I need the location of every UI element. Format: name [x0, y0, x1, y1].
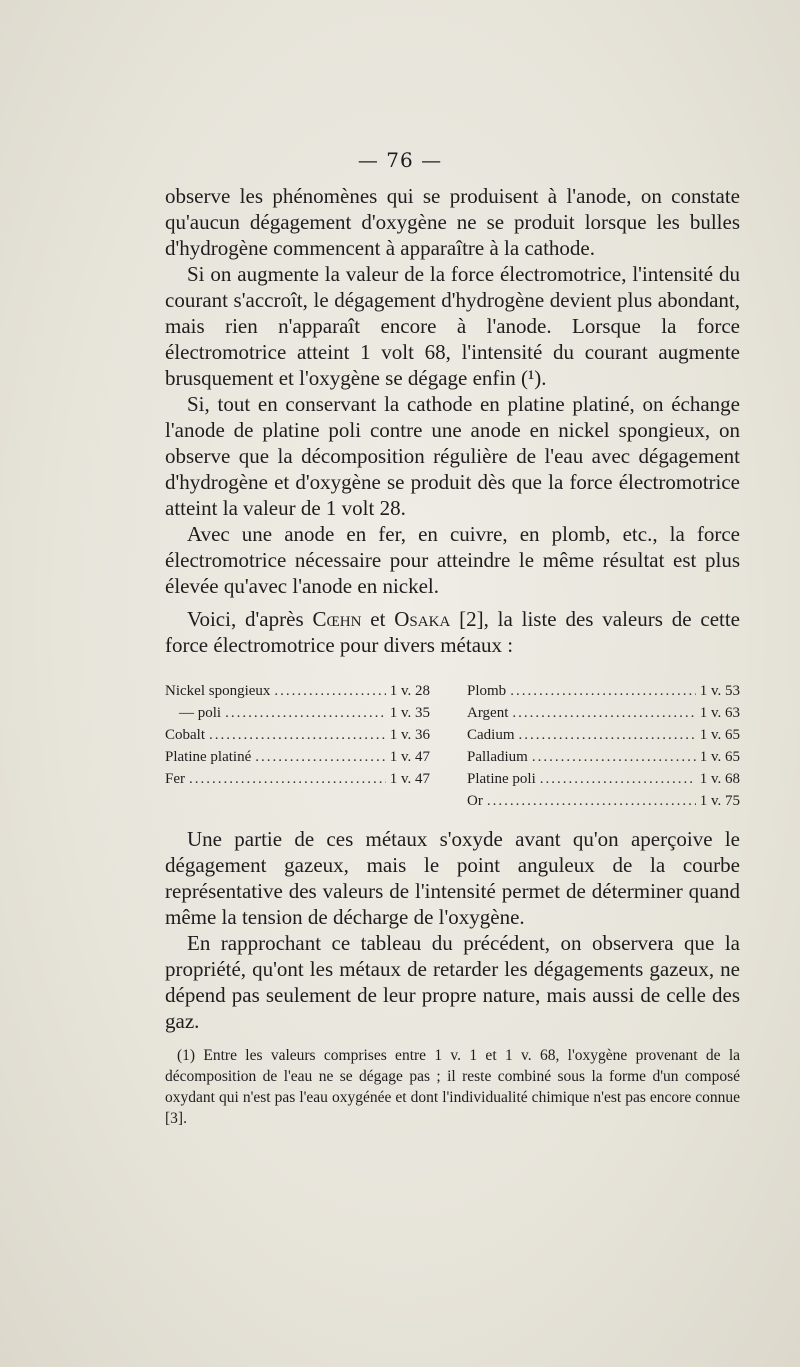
paragraph-force-increase: Si on augmente la valeur de la force électromotrice, l'intensité du courant s'accroît, le dégagement d'hydrogène devient plus abondant, mais rien n'apparaît encore à l'anode. Lorsque la force électromotrice atteint 1 volt 68, l'intensité du courant augmente brusquement et l'oxygène se dégage enfin (¹). — [165, 262, 740, 390]
voltage-value: 1 v. 65 — [699, 727, 740, 743]
dot-leader — [209, 724, 386, 746]
paragraph-other-anodes: Avec une anode en fer, en cuivre, en plomb, etc., la force électromotrice nécessaire pour atteindre le même résultat est plus élevée qu'avec l'anode en nickel. — [165, 522, 740, 598]
paragraph-nickel-anode: Si, tout en conservant la cathode en platine platiné, on échange l'anode de platine poli contre une anode en nickel spongieux, on observe que la décomposition régulière de l'eau avec dégagement d'hydrogène et d'oxygène se produit dès que la force électromotrice atteint la valeur de 1 volt 28. — [165, 392, 740, 520]
table-row — [467, 768, 740, 790]
table-column-left — [165, 680, 430, 790]
author-coehn: Cœhn — [312, 607, 362, 631]
voltage-value: 1 v. 68 — [699, 771, 740, 787]
paragraph-continuation: observe les phénomènes qui se produisent à l'anode, on constate qu'aucun dégagement d'oxygène ne se produit lorsque les bulles d'hydrogène commencent à apparaître à la cathode. — [165, 184, 740, 260]
table-row — [467, 680, 740, 702]
dot-leader — [510, 680, 696, 702]
paragraph-comparison: En rapprochant ce tableau du précédent, on observera que la propriété, qu'ont les métaux de retarder les dégagements gazeux, ne dépend pas seulement de leur propre nature, mais aussi de celle des gaz. — [165, 931, 740, 1033]
text-block-upper — [165, 183, 740, 599]
table-row — [467, 702, 740, 724]
voltage-value: 1 v. 65 — [699, 749, 740, 765]
paragraph-table-intro — [165, 606, 740, 658]
metal-name: Cadium — [467, 727, 515, 743]
paragraph-oxidation: Une partie de ces métaux s'oxyde avant qu'on aperçoive le dégagement gazeux, mais le point anguleux de la courbe représentative des valeurs de l'intensité permet de déterminer quand même la tension de décharge de l'oxygène. — [165, 827, 740, 929]
voltage-value: 1 v. 28 — [389, 683, 430, 699]
footnote-text: (1) Entre les valeurs comprises entre 1 v. 1 et 1 v. 68, l'oxygène provenant de la décomposition de l'eau ne se dégage pas ; il reste combiné sous la forme d'un composé oxydant qui n'est pas l'eau oxygénée et dont l'individualité chimique n'est pas encore connue [3]. — [165, 1047, 740, 1127]
metal-name: Platine platiné — [165, 749, 252, 765]
voltage-value: 1 v. 63 — [699, 705, 740, 721]
table-row — [165, 746, 430, 768]
table-row — [467, 746, 740, 768]
metal-name: Nickel spongieux — [165, 683, 271, 699]
intro-text-a: Voici, d'après — [187, 607, 313, 631]
table-row — [165, 768, 430, 790]
dot-leader — [487, 790, 696, 812]
dot-leader — [519, 724, 696, 746]
table-column-right — [467, 680, 740, 812]
voltage-value: 1 v. 47 — [389, 771, 430, 787]
metal-name: Palladium — [467, 749, 528, 765]
dot-leader — [255, 746, 385, 768]
dot-leader — [274, 680, 385, 702]
voltage-value: 1 v. 75 — [699, 793, 740, 809]
dot-leader — [540, 768, 696, 790]
voltage-value: 1 v. 47 — [389, 749, 430, 765]
page-number: — 76 — — [357, 148, 443, 172]
voltage-value: 1 v. 35 — [389, 705, 430, 721]
metal-name: Or — [467, 793, 483, 809]
table-row — [467, 724, 740, 746]
metal-name: Platine poli — [467, 771, 536, 787]
table-row — [165, 680, 430, 702]
intro-text-c: [2], la liste des valeurs de cette force électromotrice pour divers métaux : — [165, 607, 741, 657]
metal-name: Argent — [467, 705, 509, 721]
text-block-lower — [165, 826, 740, 1034]
dot-leader — [512, 702, 695, 724]
text-block-intro-table — [165, 606, 740, 658]
voltage-value: 1 v. 53 — [699, 683, 740, 699]
table-row — [165, 702, 430, 724]
author-osaka: Osaka — [394, 607, 451, 631]
metal-name: Cobalt — [165, 727, 205, 743]
metal-name: Plomb — [467, 683, 507, 699]
intro-text-b: et — [361, 607, 395, 631]
dot-leader — [225, 702, 386, 724]
table-row — [467, 790, 740, 812]
dot-leader — [532, 746, 696, 768]
voltage-value: 1 v. 36 — [389, 727, 430, 743]
metal-name: — poli — [179, 705, 222, 721]
metal-name: Fer — [165, 771, 185, 787]
table-row — [165, 724, 430, 746]
dot-leader — [189, 768, 386, 790]
footnote — [165, 1045, 740, 1129]
